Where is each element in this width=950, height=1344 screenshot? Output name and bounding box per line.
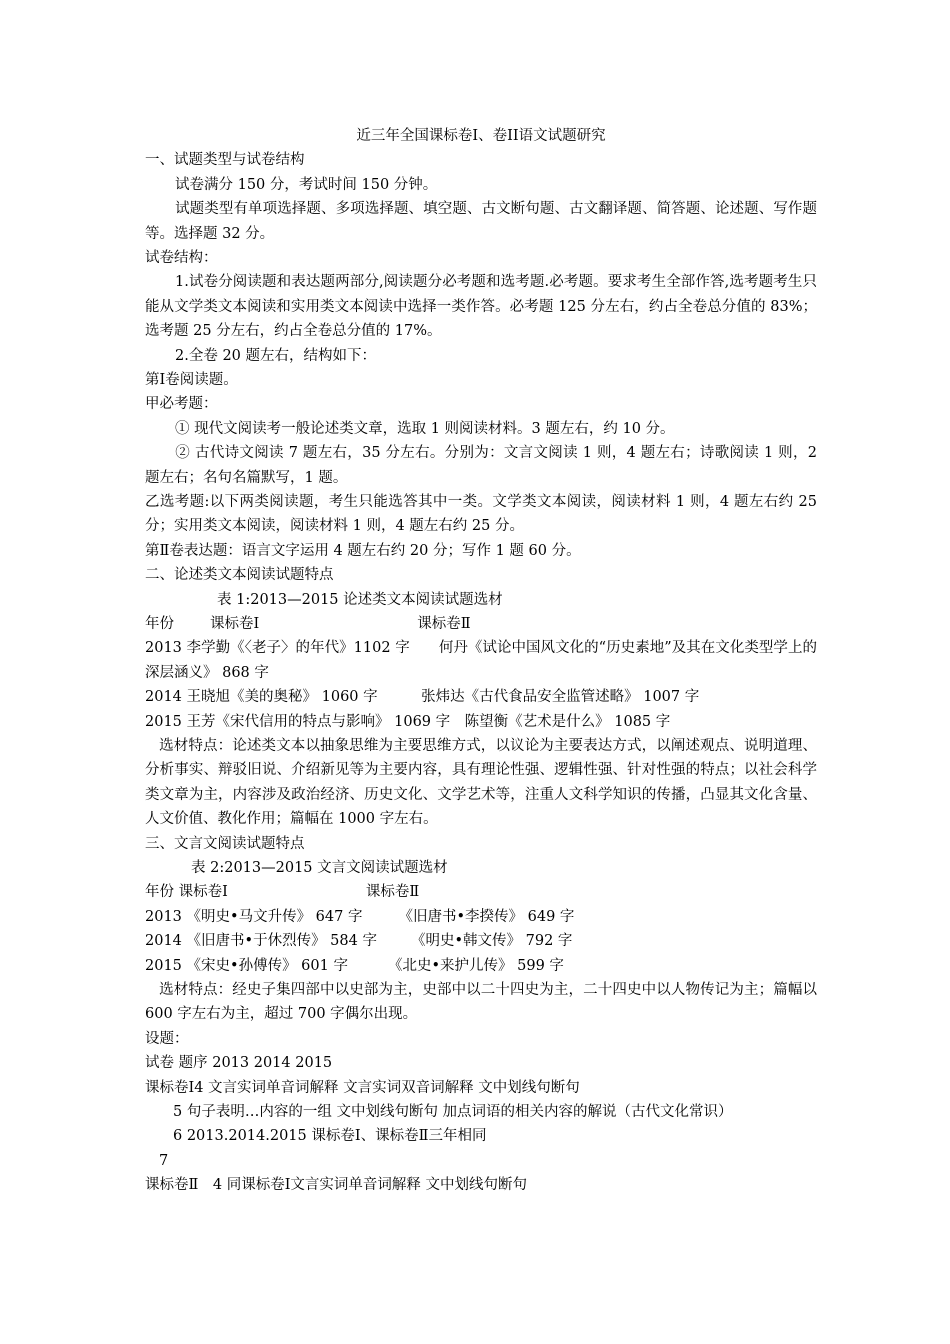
table-row: 课标卷Ⅱ 4 同课标卷Ⅰ文言实词单音词解释 文中划线句断句 bbox=[145, 1177, 528, 1194]
table-row: 2013 李学勤《〈老子〉的年代》1102 字 何丹《试论中国风文化的“历史素地”及其在文化类型学上的深层涵义》 868 字 bbox=[145, 640, 817, 681]
paragraph: 选材特点：论述类文本以抽象思维为主要思维方式，以议论为主要表达方式，以阐述观点、说明道理、分析事实、辩驳旧说、介绍新见等为主要内容，具有理论性强、逻辑性强、针对性强的特点；以社会科学类文章为主，内容涉及政治经济、历史文化、文学艺术等，注重人文科学知识的传播，凸显其文化含量、人文价值、教化作用；篇幅在 1000 字左右。 bbox=[145, 737, 817, 828]
table-row: 课标卷Ⅰ4 文言实词单音词解释 文言实词双音词解释 文中划线句断句 bbox=[145, 1079, 580, 1096]
table-header bbox=[145, 880, 817, 904]
header-year-paper-a: 年份 课标卷Ⅰ bbox=[145, 884, 228, 901]
table-row: 2015 王芳《宋代信用的特点与影响》 1069 字 陈望衡《艺术是什么》 1085 字 bbox=[145, 713, 671, 730]
paragraph: 乙选考题:以下两类阅读题，考生只能选答其中一类。文学类文本阅读，阅读材料 1 则，4 题左右约 25 分；实用类文本阅读，阅读材料 1 则，4 题左右约 25 分。 bbox=[145, 493, 817, 535]
list-item: ② 古代诗文阅读 7 题左右，35 分左右。分别为：文言文阅读 1 则，4 题左右；诗歌阅读 1 则，2 题左右；名句名篇默写，1 题。 bbox=[145, 445, 817, 486]
list-item: ① 现代文阅读考一般论述类文章，选取 1 则阅读材料。3 题左右，约 10 分。 bbox=[175, 420, 675, 437]
table-row: 5 句子表明…内容的一组 文中划线句断句 加点词语的相关内容的解说（古代文化常识） bbox=[173, 1103, 733, 1120]
table-header bbox=[145, 612, 817, 636]
header-paper-b: 课标卷Ⅱ bbox=[417, 615, 471, 632]
header-year: 年份 bbox=[145, 615, 174, 632]
header-paper-b: 课标卷Ⅱ bbox=[365, 884, 420, 901]
section-3-heading: 三、文言文阅读试题特点 bbox=[145, 835, 305, 852]
table-header: 试卷 题序 2013 2014 2015 bbox=[145, 1055, 333, 1072]
paragraph: 1.试卷分阅读题和表达题两部分,阅读题分必考题和选考题.必考题。要求考生全部作答,选考题考生只能从文学类文本阅读和实用类文本阅读中选择一类作答。必考题 125 分左右，约占全卷总分值的 83%；选考题 25 分左右，约占全卷总分值的 17%。 bbox=[145, 274, 817, 340]
table-caption: 表 2:2013—2015 文言文阅读试题选材 bbox=[191, 859, 448, 876]
paragraph: 试卷满分 150 分，考试时间 150 分钟。 bbox=[175, 176, 438, 193]
table-row: 2013 《明史•马文升传》 647 字 《旧唐书•李揆传》 649 字 bbox=[145, 908, 575, 925]
document-page bbox=[145, 120, 817, 1197]
paragraph: 试题类型有单项选择题、多项选择题、填空题、古文断句题、古文翻译题、简答题、论述题、写作题等。选择题 32 分。 bbox=[145, 201, 817, 242]
section-1-heading: 一、试题类型与试卷结构 bbox=[145, 152, 305, 169]
paragraph: 选材特点：经史子集四部中以史部为主，史部中以二十四史为主，二十四史中以人物传记为主；篇幅以 600 字左右为主，超过 700 字偶尔出现。 bbox=[145, 981, 817, 1023]
table-row: 6 2013.2014.2015 课标卷Ⅰ、课标卷Ⅱ三年相同 bbox=[173, 1128, 487, 1145]
paragraph-label: 设题： bbox=[145, 1030, 189, 1047]
table-row: 7 bbox=[159, 1152, 169, 1169]
table-row: 2014 王晓旭《美的奥秘》 1060 字 张炜达《古代食品安全监管述略》 1007 字 bbox=[145, 689, 700, 706]
table-caption: 表 1:2013—2015 论述类文本阅读试题选材 bbox=[217, 591, 503, 608]
paragraph: 第Ⅰ卷阅读题。 bbox=[145, 371, 238, 388]
section-2-heading: 二、论述类文本阅读试题特点 bbox=[145, 567, 334, 584]
header-paper-a: 课标卷Ⅰ bbox=[210, 615, 260, 632]
paragraph-label: 试卷结构： bbox=[145, 249, 218, 266]
table-row: 2014 《旧唐书•于休烈传》 584 字 《明史•韩文传》 792 字 bbox=[145, 933, 573, 950]
paragraph: 2.全卷 20 题左右，结构如下： bbox=[175, 347, 377, 364]
paragraph: 第Ⅱ卷表达题：语言文字运用 4 题左右约 20 分；写作 1 题 60 分。 bbox=[145, 542, 581, 559]
document-title: 近三年全国课标卷I、卷II语文试题研究 bbox=[356, 128, 606, 144]
paragraph: 甲必考题： bbox=[145, 396, 218, 413]
table-row: 2015 《宋史•孙傅传》 601 字 《北史•来护儿传》 599 字 bbox=[145, 957, 564, 974]
